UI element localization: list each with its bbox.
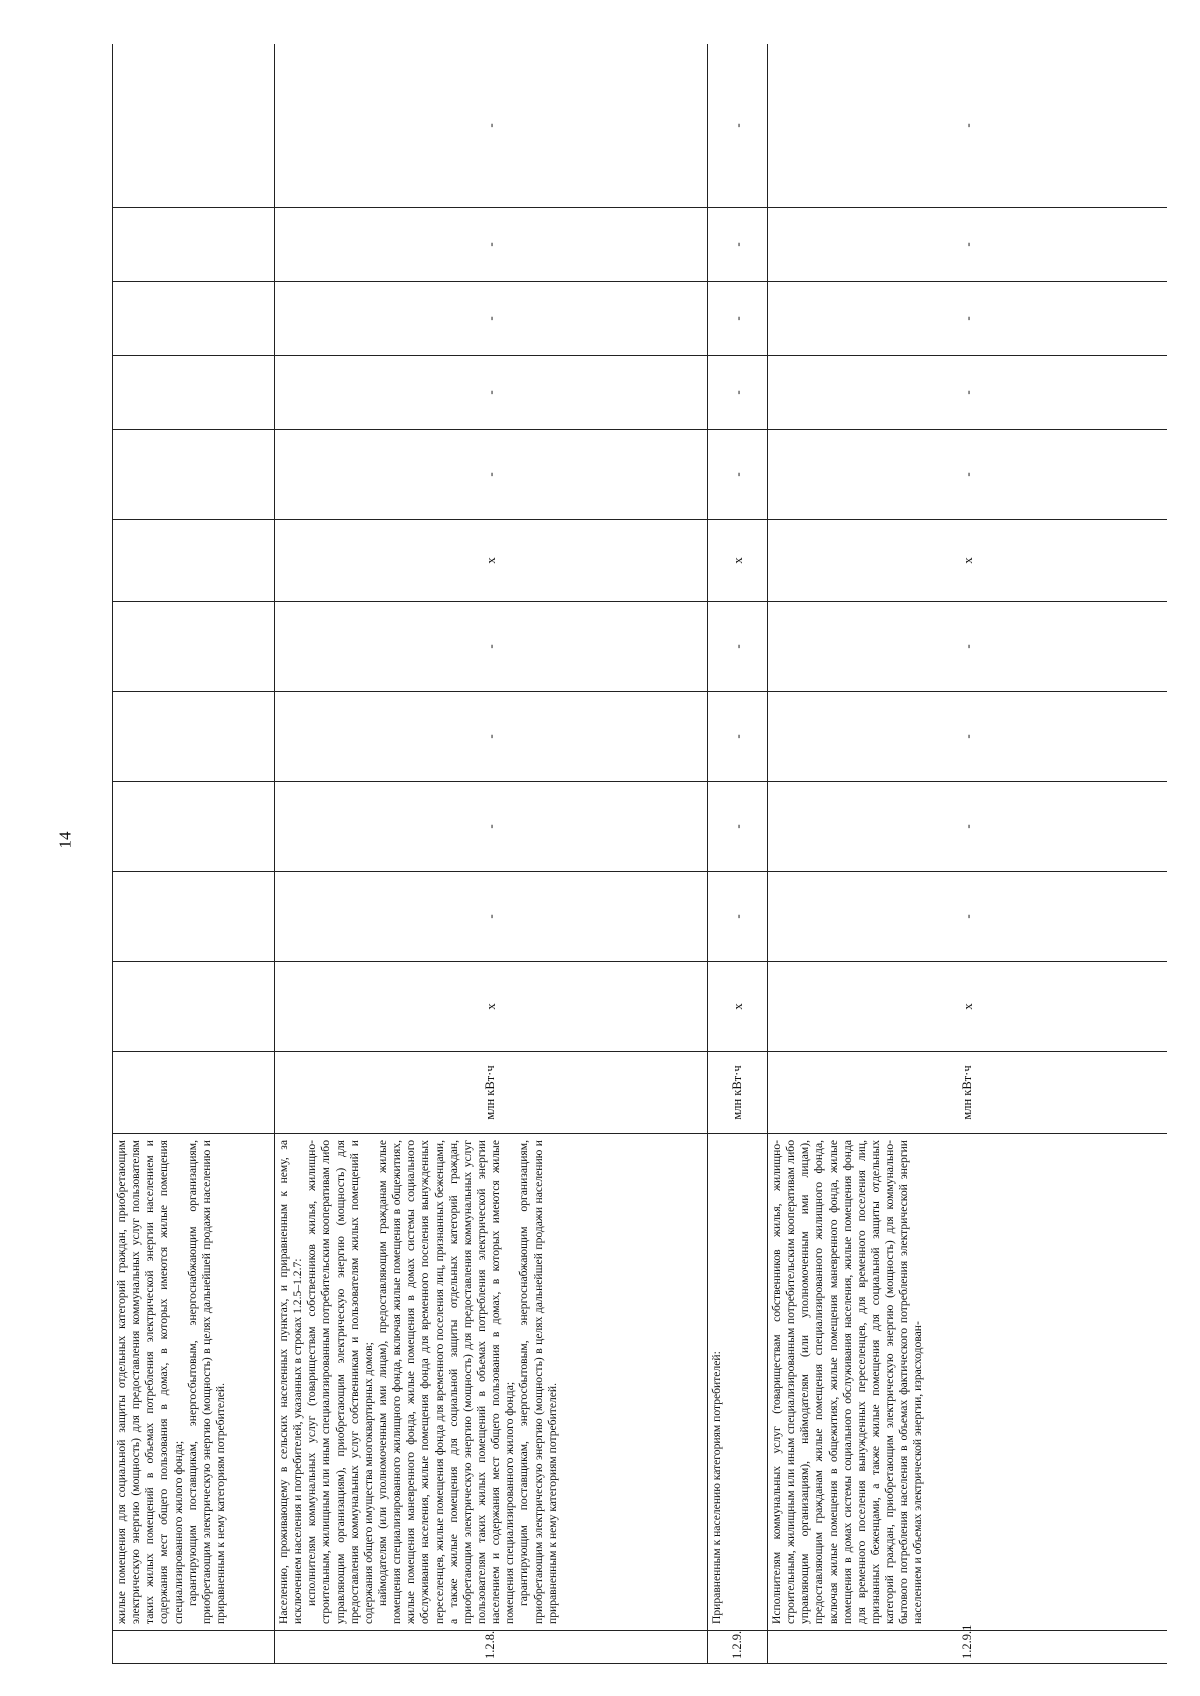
value-cell: - <box>768 602 1168 692</box>
value-cell: - <box>768 282 1168 356</box>
value-cell <box>113 782 275 872</box>
value-cell: - <box>768 356 1168 430</box>
table-row <box>708 44 768 1664</box>
row-number: 1.2.9.1 <box>768 1631 1168 1664</box>
value-cell: - <box>708 872 768 962</box>
table-row <box>768 44 1168 1664</box>
unit-cell <box>113 1052 275 1134</box>
value-cell: - <box>708 692 768 782</box>
description-paragraph: Исполнителям коммунальных услуг (товариществам собственников жилья, жилищно-строительным, жилищным или иным специализированным потребительским кооперативам либо управляющим организациям), наймодателям (или уполномоченным ими лицам), предоставляющим гражданам жилые помещения специализированного жилищного фонда, включая жилые помещения в общежитиях, жилые помещения маневренного фонда, жилые помещения в домах системы социального обслуживания населения, жилые помещения фонда для временного поселения вынужденных переселенцев, для временного поселения лиц, признанных беженцами, а также жилые помещения для социальной защиты отдельных категорий граждан, приобретающим электрическую энергию (мощность) для коммунально-бытового потребления населения в объемах фактического потребления электрической энергии населением и объемах электрической энергии, израсходован- <box>770 1140 925 1624</box>
unit-cell: млн кВт·ч <box>708 1052 768 1134</box>
description-paragraph: Приравненным к населению категориям потребителей: <box>710 1351 723 1624</box>
value-cell: - <box>275 44 708 208</box>
value-cell: - <box>708 430 768 520</box>
row-description <box>275 1134 708 1631</box>
row-number <box>113 1631 275 1664</box>
value-cell: - <box>275 208 708 282</box>
value-cell <box>113 208 275 282</box>
value-cell: - <box>708 282 768 356</box>
row-description <box>768 1134 1168 1631</box>
value-cell: - <box>768 44 1168 208</box>
value-cell: х <box>708 962 768 1052</box>
row-number: 1.2.9. <box>708 1631 768 1664</box>
table-row <box>275 44 708 1664</box>
description-paragraph: гарантирующим поставщикам, энергосбытовым, энергоснабжающим организациям, приобретающим электрическую энергию (мощность) в целях дальнейшей продажи населению и приравненным к нему категориям потребителей. <box>185 1140 227 1624</box>
description-paragraph: жилые помещения для социальной защиты отдельных категорий граждан, приобретающим электрическую энергию (мощность) для предоставления коммунальных услуг пользователям таких жилых помещений в объемах потребления электрической энергии населением и содержания мест общего пользования в домах, в которых имеются жилые помещения специализированного жилого фонда; <box>115 1140 185 1624</box>
value-cell: - <box>275 782 708 872</box>
value-cell: - <box>275 602 708 692</box>
value-cell: - <box>708 602 768 692</box>
value-cell: х <box>768 962 1168 1052</box>
value-cell: х <box>708 520 768 602</box>
description-paragraph: Населению, проживающему в сельских населенных пунктах, и приравненным к нему, за исключением населения и потребителей, указанных в строках 1.2.5–1.2.7: <box>277 1140 305 1624</box>
value-cell: - <box>768 782 1168 872</box>
page-number: 14 <box>55 831 75 849</box>
value-cell: х <box>275 962 708 1052</box>
description-paragraph: наймодателям (или уполномоченным ими лицам), предоставляющим гражданам жилые помещения специализированного жилищного фонда, включая жилые помещения в общежитиях, жилые помещения маневренного фонда, жилые помещения в домах системы социального обслуживания населения, жилые помещения фонда для временного поселения вынужденных переселенцев, жилые помещения фонда для временного поселения лиц, признанных беженцами, а также жилые помещения для социальной защиты отдельных категорий граждан, приобретающим электрическую энергию (мощность) для предоставления коммунальных услуг пользователям таких жилых помещений в объемах потребления электрической энергии населением и содержания мест общего пользования в домах, в которых имеются жилые помещения специализированного жилого фонда; <box>375 1140 517 1624</box>
description-paragraph: исполнителям коммунальных услуг (товариществам собственников жилья, жилищно-строительным, жилищным или иным специализированным потребительским кооперативам либо управляющим организациям), приобретающим электрическую энергию (мощность) для предоставления коммунальных услуг собственникам и пользователям жилых помещений и содержания общего имущества многоквартирных домов; <box>305 1140 375 1624</box>
value-cell <box>113 356 275 430</box>
value-cell: - <box>275 872 708 962</box>
row-description <box>113 1134 275 1631</box>
value-cell: - <box>708 356 768 430</box>
value-cell: - <box>708 44 768 208</box>
table-row <box>113 44 275 1664</box>
unit-cell: млн кВт·ч <box>768 1052 1168 1134</box>
rotated-table <box>112 44 1167 1664</box>
value-cell: - <box>708 208 768 282</box>
row-number: 1.2.8. <box>275 1631 708 1664</box>
value-cell <box>113 962 275 1052</box>
value-cell <box>113 44 275 208</box>
description-paragraph: гарантирующим поставщикам, энергосбытовым, энергоснабжающим организациям, приобретающим электрическую энергию (мощность) в целях дальнейшей продажи населению и приравненным к нему категориям потребителей. <box>517 1140 559 1624</box>
row-description <box>708 1134 768 1631</box>
value-cell: - <box>275 430 708 520</box>
tariff-table <box>112 44 1167 1664</box>
value-cell <box>113 692 275 782</box>
value-cell: - <box>768 430 1168 520</box>
value-cell <box>113 872 275 962</box>
value-cell: - <box>275 356 708 430</box>
value-cell: - <box>275 692 708 782</box>
value-cell <box>113 602 275 692</box>
value-cell: - <box>768 692 1168 782</box>
value-cell <box>113 430 275 520</box>
value-cell: х <box>768 520 1168 602</box>
value-cell: - <box>768 872 1168 962</box>
value-cell: - <box>708 782 768 872</box>
value-cell: х <box>275 520 708 602</box>
unit-cell: млн кВт·ч <box>275 1052 708 1134</box>
value-cell: - <box>768 208 1168 282</box>
value-cell <box>113 520 275 602</box>
value-cell: - <box>275 282 708 356</box>
value-cell <box>113 282 275 356</box>
rotated-table-sheet <box>112 44 1167 1664</box>
